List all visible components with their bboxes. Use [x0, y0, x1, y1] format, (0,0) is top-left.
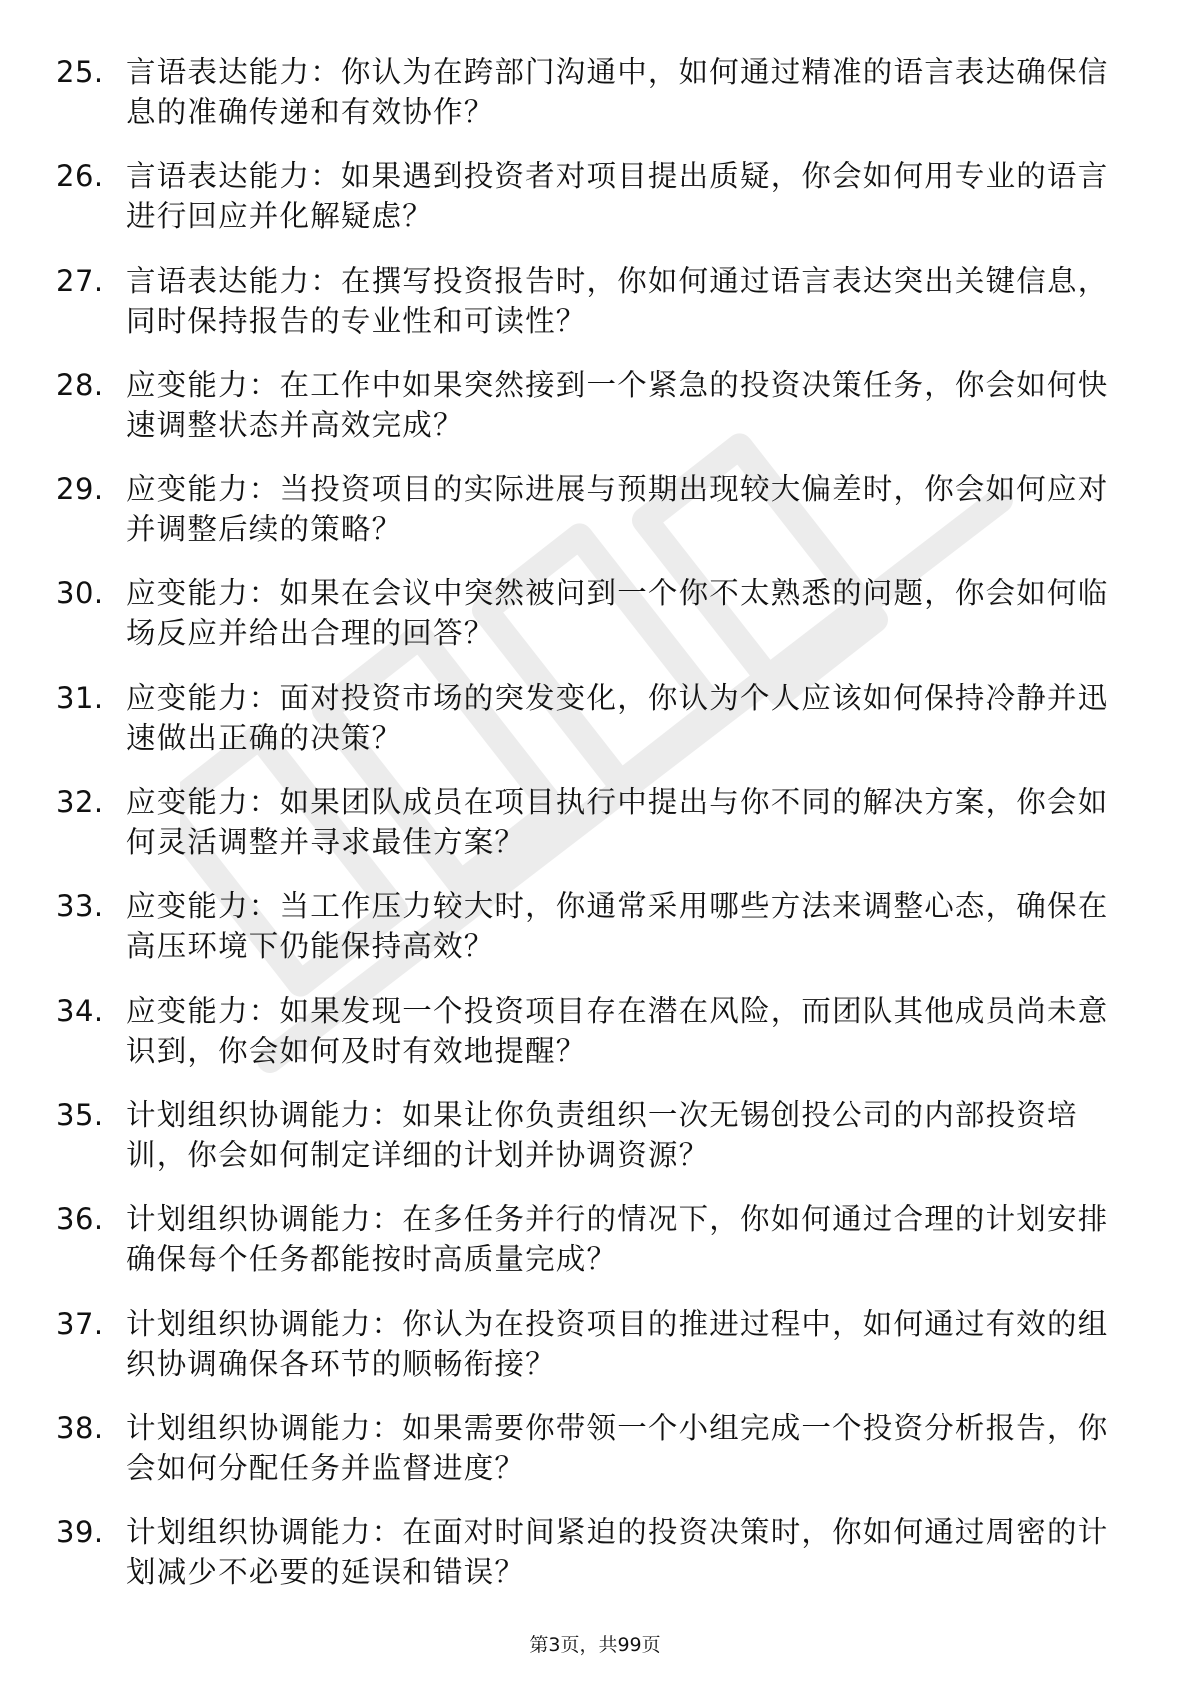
list-item — [56, 1408, 1136, 1488]
item-text: 计划组织协调能力：你认为在投资项目的推进过程中，如何通过有效的组织协调确保各环节的顺畅衔接？ — [126, 1306, 1109, 1381]
item-number: 29. — [56, 472, 104, 507]
item-number: 25. — [56, 55, 104, 89]
item-number: 28. — [56, 367, 104, 402]
item-number: 34. — [56, 993, 104, 1028]
item-text: 应变能力：如果在会议中突然被问到一个你不太熟悉的问题，你会如何临场反应并给出合理的回答？ — [126, 576, 1109, 651]
list-item — [56, 573, 1136, 653]
item-number: 35. — [56, 1097, 104, 1132]
list-item — [56, 886, 1136, 966]
item-text: 应变能力：在工作中如果突然接到一个紧急的投资决策任务，你会如何快速调整状态并高效完成？ — [126, 367, 1109, 442]
item-number: 33. — [56, 889, 104, 924]
item-text: 应变能力：面对投资市场的突发变化，你认为个人应该如何保持冷静并迅速做出正确的决策？ — [126, 680, 1109, 755]
list-item — [56, 261, 1136, 341]
item-text: 言语表达能力：如果遇到投资者对项目提出质疑，你会如何用专业的语言进行回应并化解疑虑？ — [126, 159, 1109, 234]
list-item — [56, 1199, 1136, 1279]
item-text: 应变能力：如果发现一个投资项目存在潜在风险，而团队其他成员尚未意识到，你会如何及时有效地提醒？ — [126, 993, 1109, 1068]
item-text: 计划组织协调能力：在面对时间紧迫的投资决策时，你如何通过周密的计划减少不必要的延误和错误？ — [126, 1515, 1109, 1590]
item-number: 36. — [56, 1202, 104, 1237]
list-item — [56, 1095, 1136, 1175]
list-item — [56, 1512, 1136, 1592]
question-list — [56, 52, 1136, 1616]
page-footer: 第3页，共99页 — [529, 1634, 661, 1656]
list-item — [56, 991, 1136, 1071]
item-number: 38. — [56, 1410, 104, 1445]
list-item — [56, 782, 1136, 862]
list-item — [56, 678, 1136, 758]
list-item — [56, 52, 1136, 132]
item-text: 计划组织协调能力：如果让你负责组织一次无锡创投公司的内部投资培训，你会如何制定详细的计划并协调资源？ — [126, 1097, 1078, 1172]
item-text: 应变能力：当投资项目的实际进展与预期出现较大偏差时，你会如何应对并调整后续的策略？ — [126, 472, 1109, 547]
item-number: 27. — [56, 263, 104, 298]
item-number: 26. — [56, 159, 104, 194]
item-text: 计划组织协调能力：在多任务并行的情况下，你如何通过合理的计划安排确保每个任务都能按时高质量完成？ — [126, 1202, 1109, 1277]
item-number: 37. — [56, 1306, 104, 1341]
item-text: 计划组织协调能力：如果需要你带领一个小组完成一个投资分析报告，你会如何分配任务并监督进度？ — [126, 1410, 1109, 1485]
list-item — [56, 1304, 1136, 1384]
item-number: 32. — [56, 785, 104, 820]
item-text: 言语表达能力：你认为在跨部门沟通中，如何通过精准的语言表达确保信息的准确传递和有效协作？ — [126, 55, 1109, 129]
item-text: 言语表达能力：在撰写投资报告时，你如何通过语言表达突出关键信息，同时保持报告的专业性和可读性？ — [126, 263, 1109, 338]
list-item — [56, 469, 1136, 549]
item-number: 30. — [56, 576, 104, 611]
list-item — [56, 156, 1136, 236]
item-text: 应变能力：如果团队成员在项目执行中提出与你不同的解决方案，你会如何灵活调整并寻求最佳方案？ — [126, 785, 1109, 860]
item-number: 31. — [56, 680, 104, 715]
item-number: 39. — [56, 1515, 104, 1550]
item-text: 应变能力：当工作压力较大时，你通常采用哪些方法来调整心态，确保在高压环境下仍能保持高效？ — [126, 889, 1109, 964]
list-item — [56, 365, 1136, 445]
